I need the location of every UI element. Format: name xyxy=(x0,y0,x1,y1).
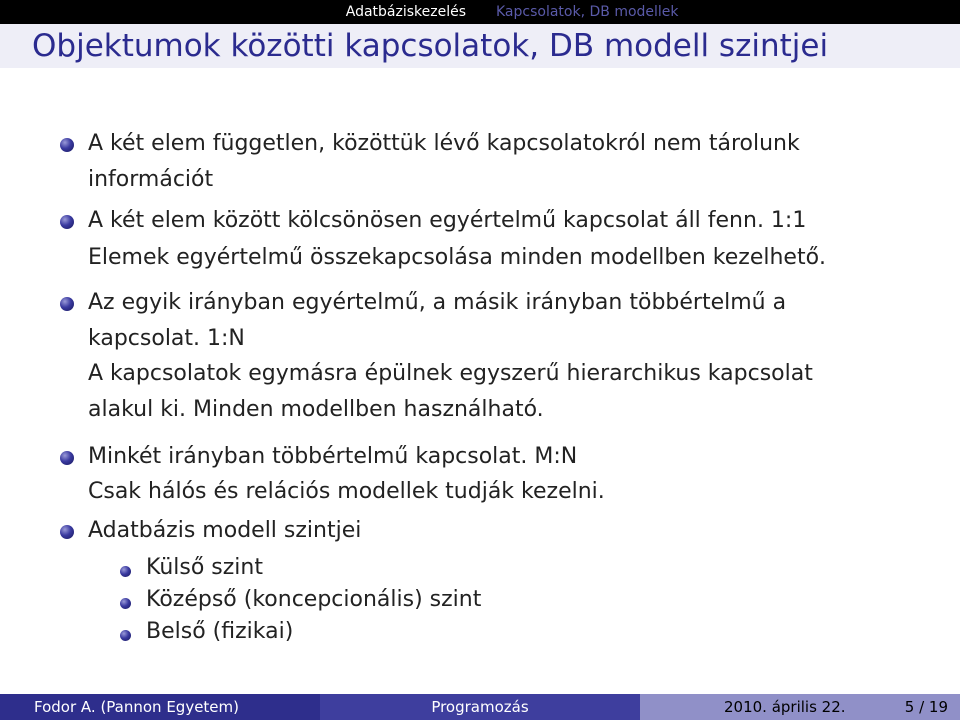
slide-title-bar xyxy=(0,24,960,68)
subbullet-1: Külső szint xyxy=(146,555,263,580)
bullet-3-line-1: Az egyik irányban egyértelmű, a másik irányban többértelmű a xyxy=(88,290,787,315)
bullet-1-line-2: információt xyxy=(88,167,214,192)
bullet-3-line-2: kapcsolat. 1:N xyxy=(88,326,245,351)
bullet-4-line-1: Minkét irányban többértelmű kapcsolat. M:N xyxy=(88,444,578,469)
subbullet-ball-icon xyxy=(120,598,131,609)
subbullet-2: Középső (koncepcionális) szint xyxy=(146,587,482,612)
subbullet-ball-icon xyxy=(120,630,131,641)
bullet-4-line-2: Csak hálós és relációs modellek tudják kezelni. xyxy=(88,479,605,504)
footer-bar xyxy=(0,694,960,720)
bullet-3-line-3: A kapcsolatok egymásra épülnek egyszerű hierarchikus kapcsolat xyxy=(88,361,813,386)
bullet-ball-icon xyxy=(60,297,74,311)
footer-page-number: 5 / 19 xyxy=(904,698,948,716)
bullet-5-line-1: Adatbázis modell szintjei xyxy=(88,518,362,543)
footer-date: 2010. április 22. xyxy=(724,698,846,716)
subbullet-3: Belső (fizikai) xyxy=(146,619,294,644)
footer-date-page-cell xyxy=(640,694,960,720)
nav-section[interactable]: Adatbáziskezelés xyxy=(345,4,466,20)
top-navigation-bar xyxy=(0,0,960,24)
bullet-ball-icon xyxy=(60,451,74,465)
bullet-ball-icon xyxy=(60,215,74,229)
bullet-ball-icon xyxy=(60,525,74,539)
footer-course: Programozás xyxy=(431,698,529,716)
bullet-3-line-4: alakul ki. Minden modellben használható. xyxy=(88,397,544,422)
nav-subsection-cell xyxy=(480,0,960,24)
bullet-2-line-2: Elemek egyértelmű összekapcsolása minden modellben kezelhető. xyxy=(88,245,827,270)
nav-subsection[interactable]: Kapcsolatok, DB modellek xyxy=(496,4,679,20)
nav-section-cell xyxy=(0,0,480,24)
subbullet-ball-icon xyxy=(120,566,131,577)
footer-author: Fodor A. (Pannon Egyetem) xyxy=(34,698,239,716)
bullet-ball-icon xyxy=(60,138,74,152)
bullet-1-line-1: A két elem független, közöttük lévő kapcsolatokról nem tárolunk xyxy=(88,131,800,156)
footer-course-cell xyxy=(320,694,640,720)
footer-author-cell xyxy=(0,694,320,720)
bullet-2-line-1: A két elem között kölcsönösen egyértelmű kapcsolat áll fenn. 1:1 xyxy=(88,208,807,233)
slide-title: Objektumok közötti kapcsolatok, DB modell szintjei xyxy=(32,28,829,64)
